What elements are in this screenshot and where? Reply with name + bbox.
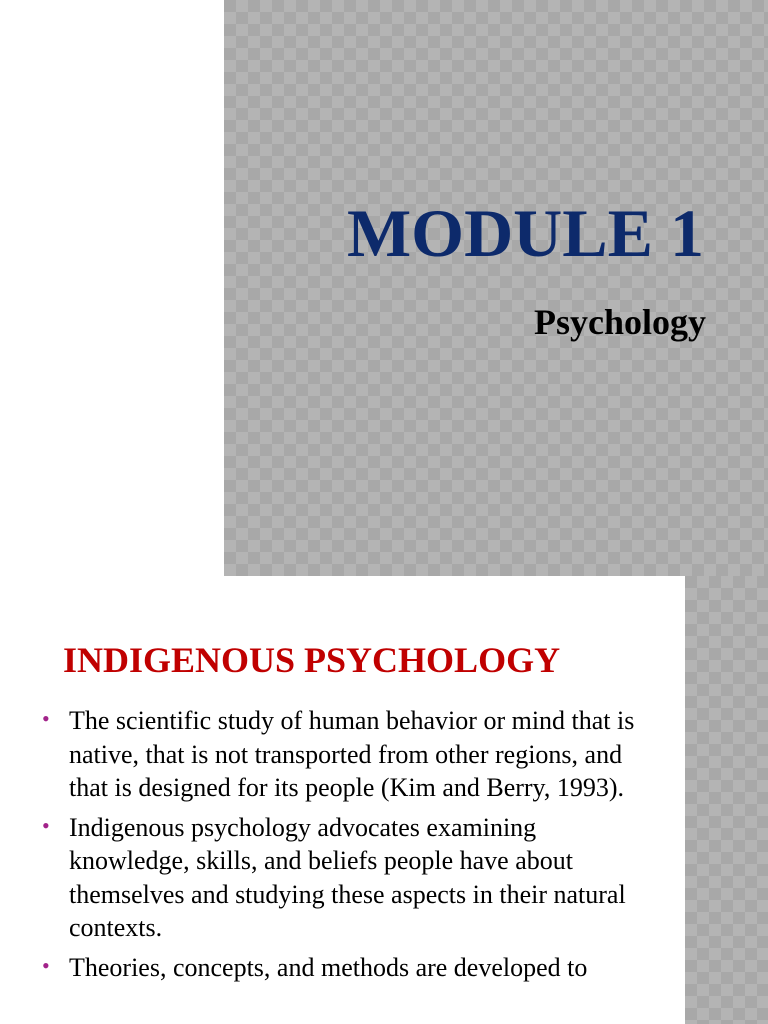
bullet-dot-icon: • [42,812,50,838]
bullet-dot-icon: • [42,952,50,978]
bullet-item [40,811,640,945]
bullet-item [40,951,640,985]
bullet-text: The scientific study of human behavior or mind that is native, that is not transported from other regions, and that is designed for its people (Kim and Berry, 1993). [69,706,635,802]
bullet-item [40,704,640,805]
slide2-side-strip [685,576,768,1024]
bullet-dot-icon: • [42,706,50,731]
slide-title: MODULE 1 [347,195,704,271]
bullet-text: Indigenous psychology advocates examining knowledge, skills, and beliefs people have about themselves and studying these aspects in their natural contexts. [69,812,626,942]
slide1-background [224,0,768,576]
slide-subtitle: Psychology [533,302,706,342]
bullet-list [40,704,640,990]
bullet-text: Theories, concepts, and methods are developed to [69,952,588,982]
slide2-heading: INDIGENOUS PSYCHOLOGY [63,640,561,680]
